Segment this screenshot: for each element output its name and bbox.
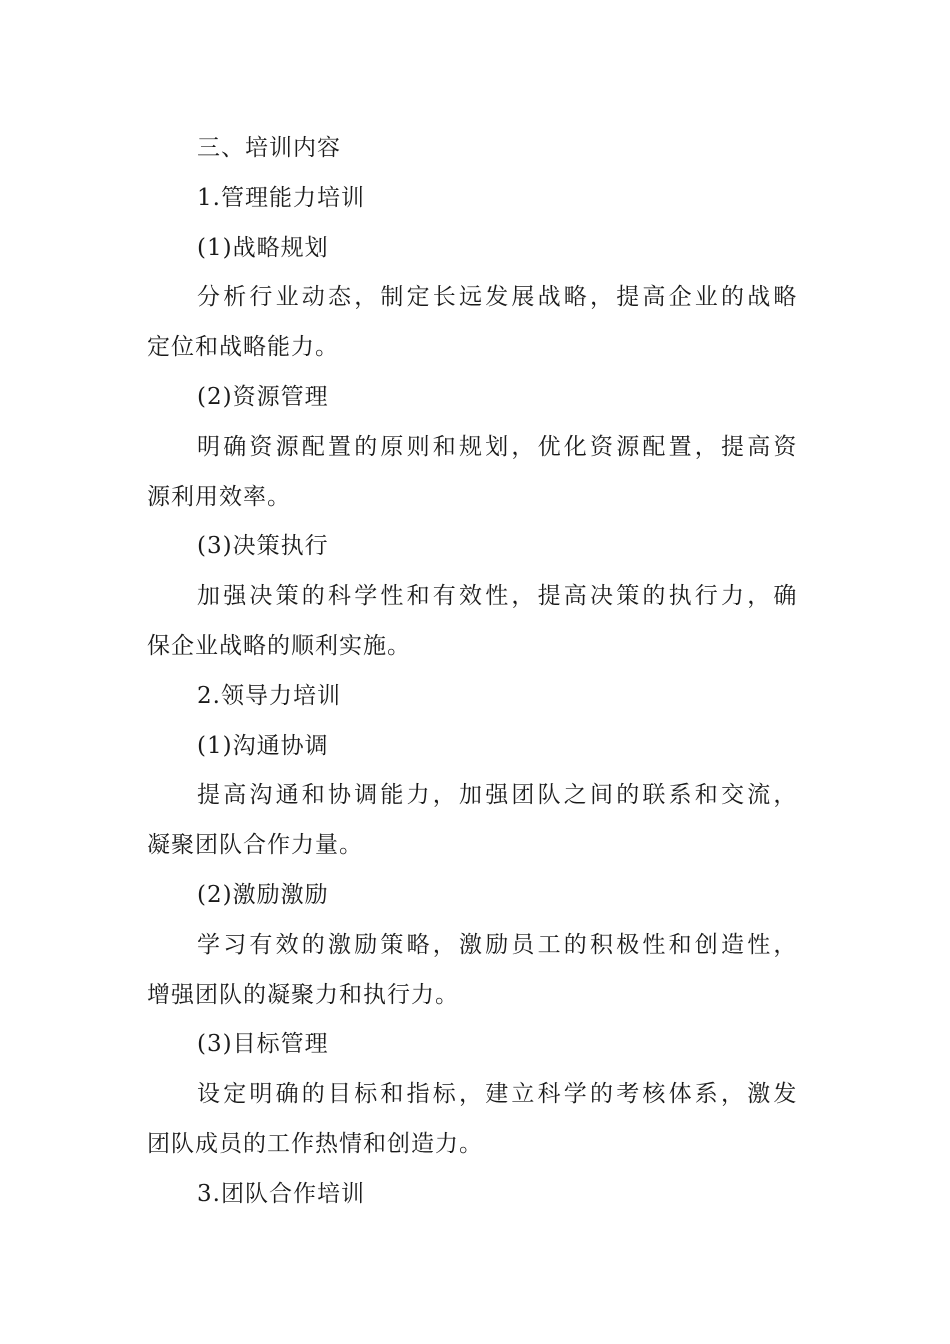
paragraph-line: 学习有效的激励策略，激励员工的积极性和创造性， (197, 931, 800, 958)
paragraph-line: 增强团队的凝聚力和执行力。 (147, 981, 459, 1008)
paragraph-line: 设定明确的目标和指标，建立科学的考核体系，激发 (197, 1081, 800, 1108)
paragraph-line: 保企业战略的顺利实施。 (147, 632, 411, 659)
section-heading: 三、培训内容 (197, 135, 341, 161)
paragraph-line: 分析行业动态，制定长远发展战略，提高企业的战略 (197, 284, 800, 311)
paragraph-line: 提高沟通和协调能力，加强团队之间的联系和交流， (197, 782, 800, 809)
paragraph-line: 团队成员的工作热情和创造力。 (147, 1130, 483, 1157)
paragraph-line: 明确资源配置的原则和规划，优化资源配置，提高资 (197, 433, 800, 460)
item-heading: (2)资源管理 (197, 383, 329, 410)
paragraph-line: 源利用效率。 (147, 483, 291, 510)
paragraph-line: 凝聚团队合作力量。 (147, 832, 363, 859)
item-heading: (1)沟通协调 (197, 732, 329, 759)
paragraph-line: 加强决策的科学性和有效性，提高决策的执行力，确 (197, 583, 800, 610)
paragraph-line: 定位和战略能力。 (147, 334, 339, 361)
subsection-heading: 3.团队合作培训 (197, 1180, 365, 1207)
item-heading: (2)激励激励 (197, 881, 329, 908)
subsection-heading: 1.管理能力培训 (197, 184, 365, 211)
item-heading: (3)决策执行 (197, 533, 329, 560)
item-heading: (1)战略规划 (197, 234, 329, 261)
document-body (147, 124, 807, 1220)
item-heading: (3)目标管理 (197, 1031, 329, 1058)
subsection-heading: 2.领导力培训 (197, 682, 341, 709)
